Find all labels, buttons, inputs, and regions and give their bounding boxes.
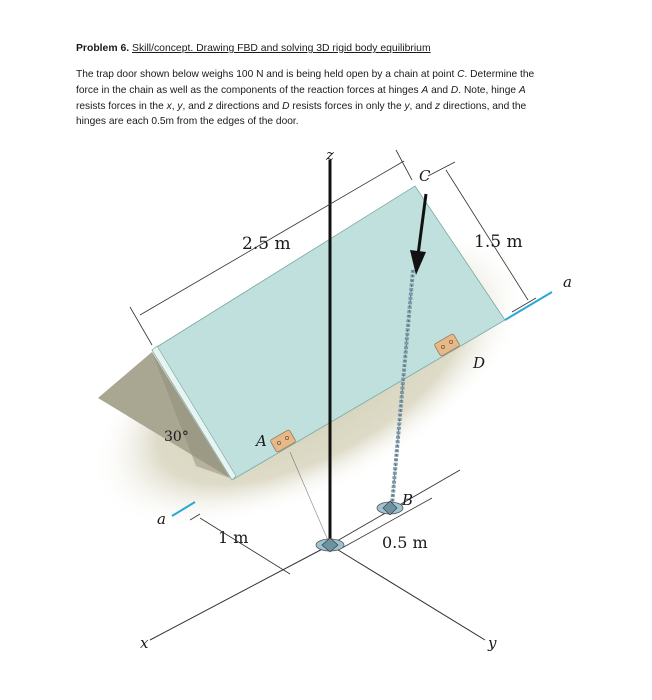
point-b-label: B <box>402 491 414 509</box>
statement-line: The trap door shown below weighs 100 N and is being held open by a chain at point C. Determine the <box>76 69 535 80</box>
y-axis <box>330 545 485 640</box>
point-c-label: C <box>419 167 431 185</box>
anchor-b <box>377 501 403 515</box>
dim-1m-label: 1 m <box>218 528 249 547</box>
statement-line: hinges are each 0.5m from the edges of the door. <box>76 116 299 128</box>
angle-label: 30° <box>164 429 189 445</box>
dim-0-5m-label: 0.5 m <box>382 533 428 552</box>
dim-1-5m-label: 1.5 m <box>474 232 523 252</box>
problem-label: Problem 6. <box>76 43 130 54</box>
x-axis <box>150 545 330 640</box>
problem-title: Skill/concept. Drawing FBD and solving 3D rigid body equilibrium <box>132 43 431 54</box>
axis-a-right-label: a <box>563 273 572 291</box>
z-axis-label: z <box>326 146 334 164</box>
statement-line: resists forces in the x, y, and z directions and D resists forces in only the y, and z directions, and the <box>76 100 527 112</box>
axis-a-left-label: a <box>157 510 166 528</box>
dim-2-5m-label: 2.5 m <box>242 234 291 254</box>
y-axis-label: y <box>488 634 497 652</box>
point-d-label: D <box>473 354 486 372</box>
x-axis-label: x <box>140 634 149 652</box>
statement-line: force in the chain as well as the components of the reaction forces at hinges A and D. Note, hinge A <box>76 84 526 96</box>
point-a-label: A <box>256 432 267 450</box>
